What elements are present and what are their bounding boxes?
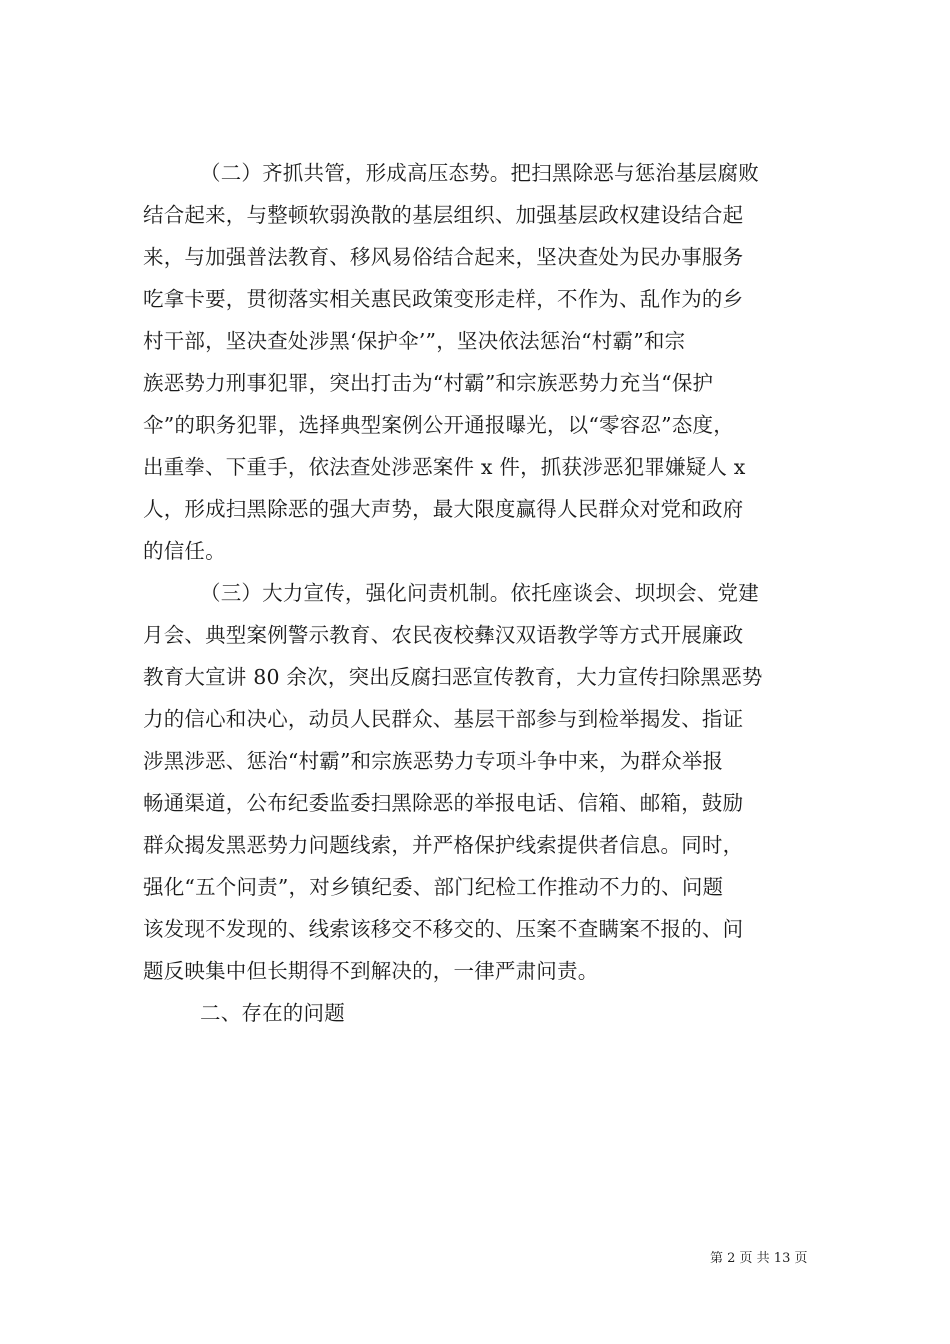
paragraph-line: 村干部，坚决查处涉黑‘保护伞’”，坚决依法惩治“村霸”和宗 xyxy=(143,329,686,353)
paragraph-line: 题反映集中但长期得不到解决的，一律严肃问责。 xyxy=(143,959,599,983)
paragraph-line: 来，与加强普法教育、移风易俗结合起来，坚决查处为民办事服务 xyxy=(143,245,744,269)
paragraph-line: 伞”的职务犯罪，选择典型案例公开通报曝光，以“零容忍”态度， xyxy=(143,413,734,437)
paragraph-line: 月会、典型案例警示教育、农民夜校彝汉双语教学等方式开展廉政 xyxy=(143,623,744,647)
paragraph-line: 畅通渠道，公布纪委监委扫黑除恶的举报电话、信箱、邮箱，鼓励 xyxy=(143,791,744,815)
paragraph-line: 力的信心和决心，动员人民群众、基层干部参与到检举揭发、指证 xyxy=(143,707,744,731)
paragraph-line: 强化“五个问责”，对乡镇纪委、部门纪检工作推动不力的、问题 xyxy=(143,875,724,899)
page-number-footer: 第 2 页 共 13 页 xyxy=(710,1251,808,1266)
paragraph-line: 群众揭发黑恶势力问题线索，并严格保护线索提供者信息。同时， xyxy=(143,833,744,857)
paragraph-2 xyxy=(143,152,823,572)
paragraph-line: （二）齐抓共管，形成高压态势。把扫黑除恶与惩治基层腐败 xyxy=(200,161,759,185)
paragraph-line: 人，形成扫黑除恶的强大声势，最大限度赢得人民群众对党和政府 xyxy=(143,497,744,521)
document-body xyxy=(143,152,823,1034)
paragraph-line: （三）大力宣传，强化问责机制。依托座谈会、坝坝会、党建 xyxy=(200,581,759,605)
paragraph-line: 涉黑涉恶、惩治“村霸”和宗族恶势力专项斗争中来，为群众举报 xyxy=(143,749,724,773)
section-heading: 二、存在的问题 xyxy=(200,1001,345,1025)
paragraph-line: 族恶势力刑事犯罪，突出打击为“村霸”和宗族恶势力充当“保护 xyxy=(143,371,714,395)
paragraph-line: 吃拿卡要，贯彻落实相关惠民政策变形走样，不作为、乱作为的乡 xyxy=(143,287,744,311)
paragraph-line: 的信任。 xyxy=(143,539,226,563)
paragraph-line: 该发现不发现的、线索该移交不移交的、压案不查瞒案不报的、问 xyxy=(143,917,744,941)
paragraph-line: 出重拳、下重手，依法查处涉恶案件 x 件，抓获涉恶犯罪嫌疑人 x xyxy=(143,455,746,479)
paragraph-line: 教育大宣讲 80 余次，突出反腐扫恶宣传教育，大力宣传扫除黑恶势 xyxy=(143,665,763,689)
paragraph-line: 结合起来，与整顿软弱涣散的基层组织、加强基层政权建设结合起 xyxy=(143,203,744,227)
paragraph-3 xyxy=(143,572,823,992)
